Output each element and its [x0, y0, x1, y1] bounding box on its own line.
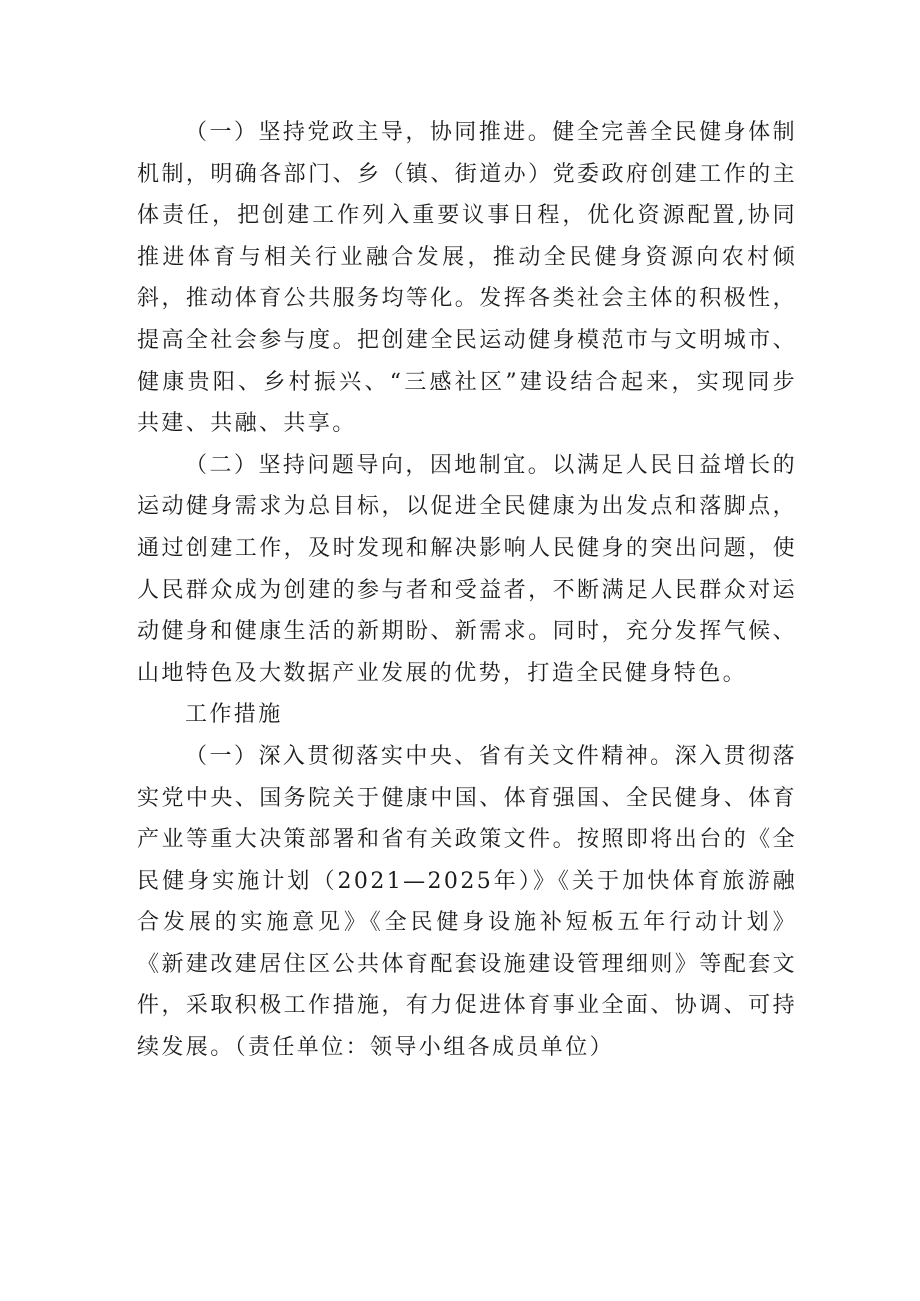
paragraph-measure-implement-documents: （一）深入贯彻落实中央、省有关文件精神。深入贯彻落实党中央、国务院关于健康中国、体育强国、全民健身、体育产业等重大决策部署和省有关政策文件。按照即将出台的《全民健身实施计划（2021—2025年）》《关于加快体育旅游融合发展的实施意见》《全民健身设施补短板五年行动计划》《新建改建居住区公共体育配套设施建设管理细则》等配套文件，采取积极工作措施，有力促进体育事业全面、协调、可持续发展。（责任单位：领导小组各成员单位）: [137, 743, 797, 1061]
paragraph-principle-problem-oriented: （二）坚持问题导向，因地制宜。以满足人民日益增长的运动健身需求为总目标，以促进全民健康为出发点和落脚点，通过创建工作，及时发现和解决影响人民健身的突出问题，使人民群众成为创建的参与者和受益者，不断满足人民群众对运动健身和健康生活的新期盼、新需求。同时，充分发挥气候、山地特色及大数据产业发展的优势，打造全民健身特色。: [137, 452, 797, 686]
section-heading-work-measures: 工作措施: [185, 702, 283, 728]
document-body: [137, 112, 797, 1069]
paragraph-principle-leadership: （一）坚持党政主导，协同推进。健全完善全民健身体制机制，明确各部门、乡（镇、街道办）党委政府创建工作的主体责任，把创建工作列入重要议事日程，优化资源配置,协同推进体育与相关行业融合发展，推动全民健身资源向农村倾斜，推动体育公共服务均等化。发挥各类社会主体的积极性，提高全社会参与度。把创建全民运动健身模范市与文明城市、健康贵阳、乡村振兴、“三感社区”建设结合起来，实现同步共建、共融、共享。: [137, 120, 797, 437]
